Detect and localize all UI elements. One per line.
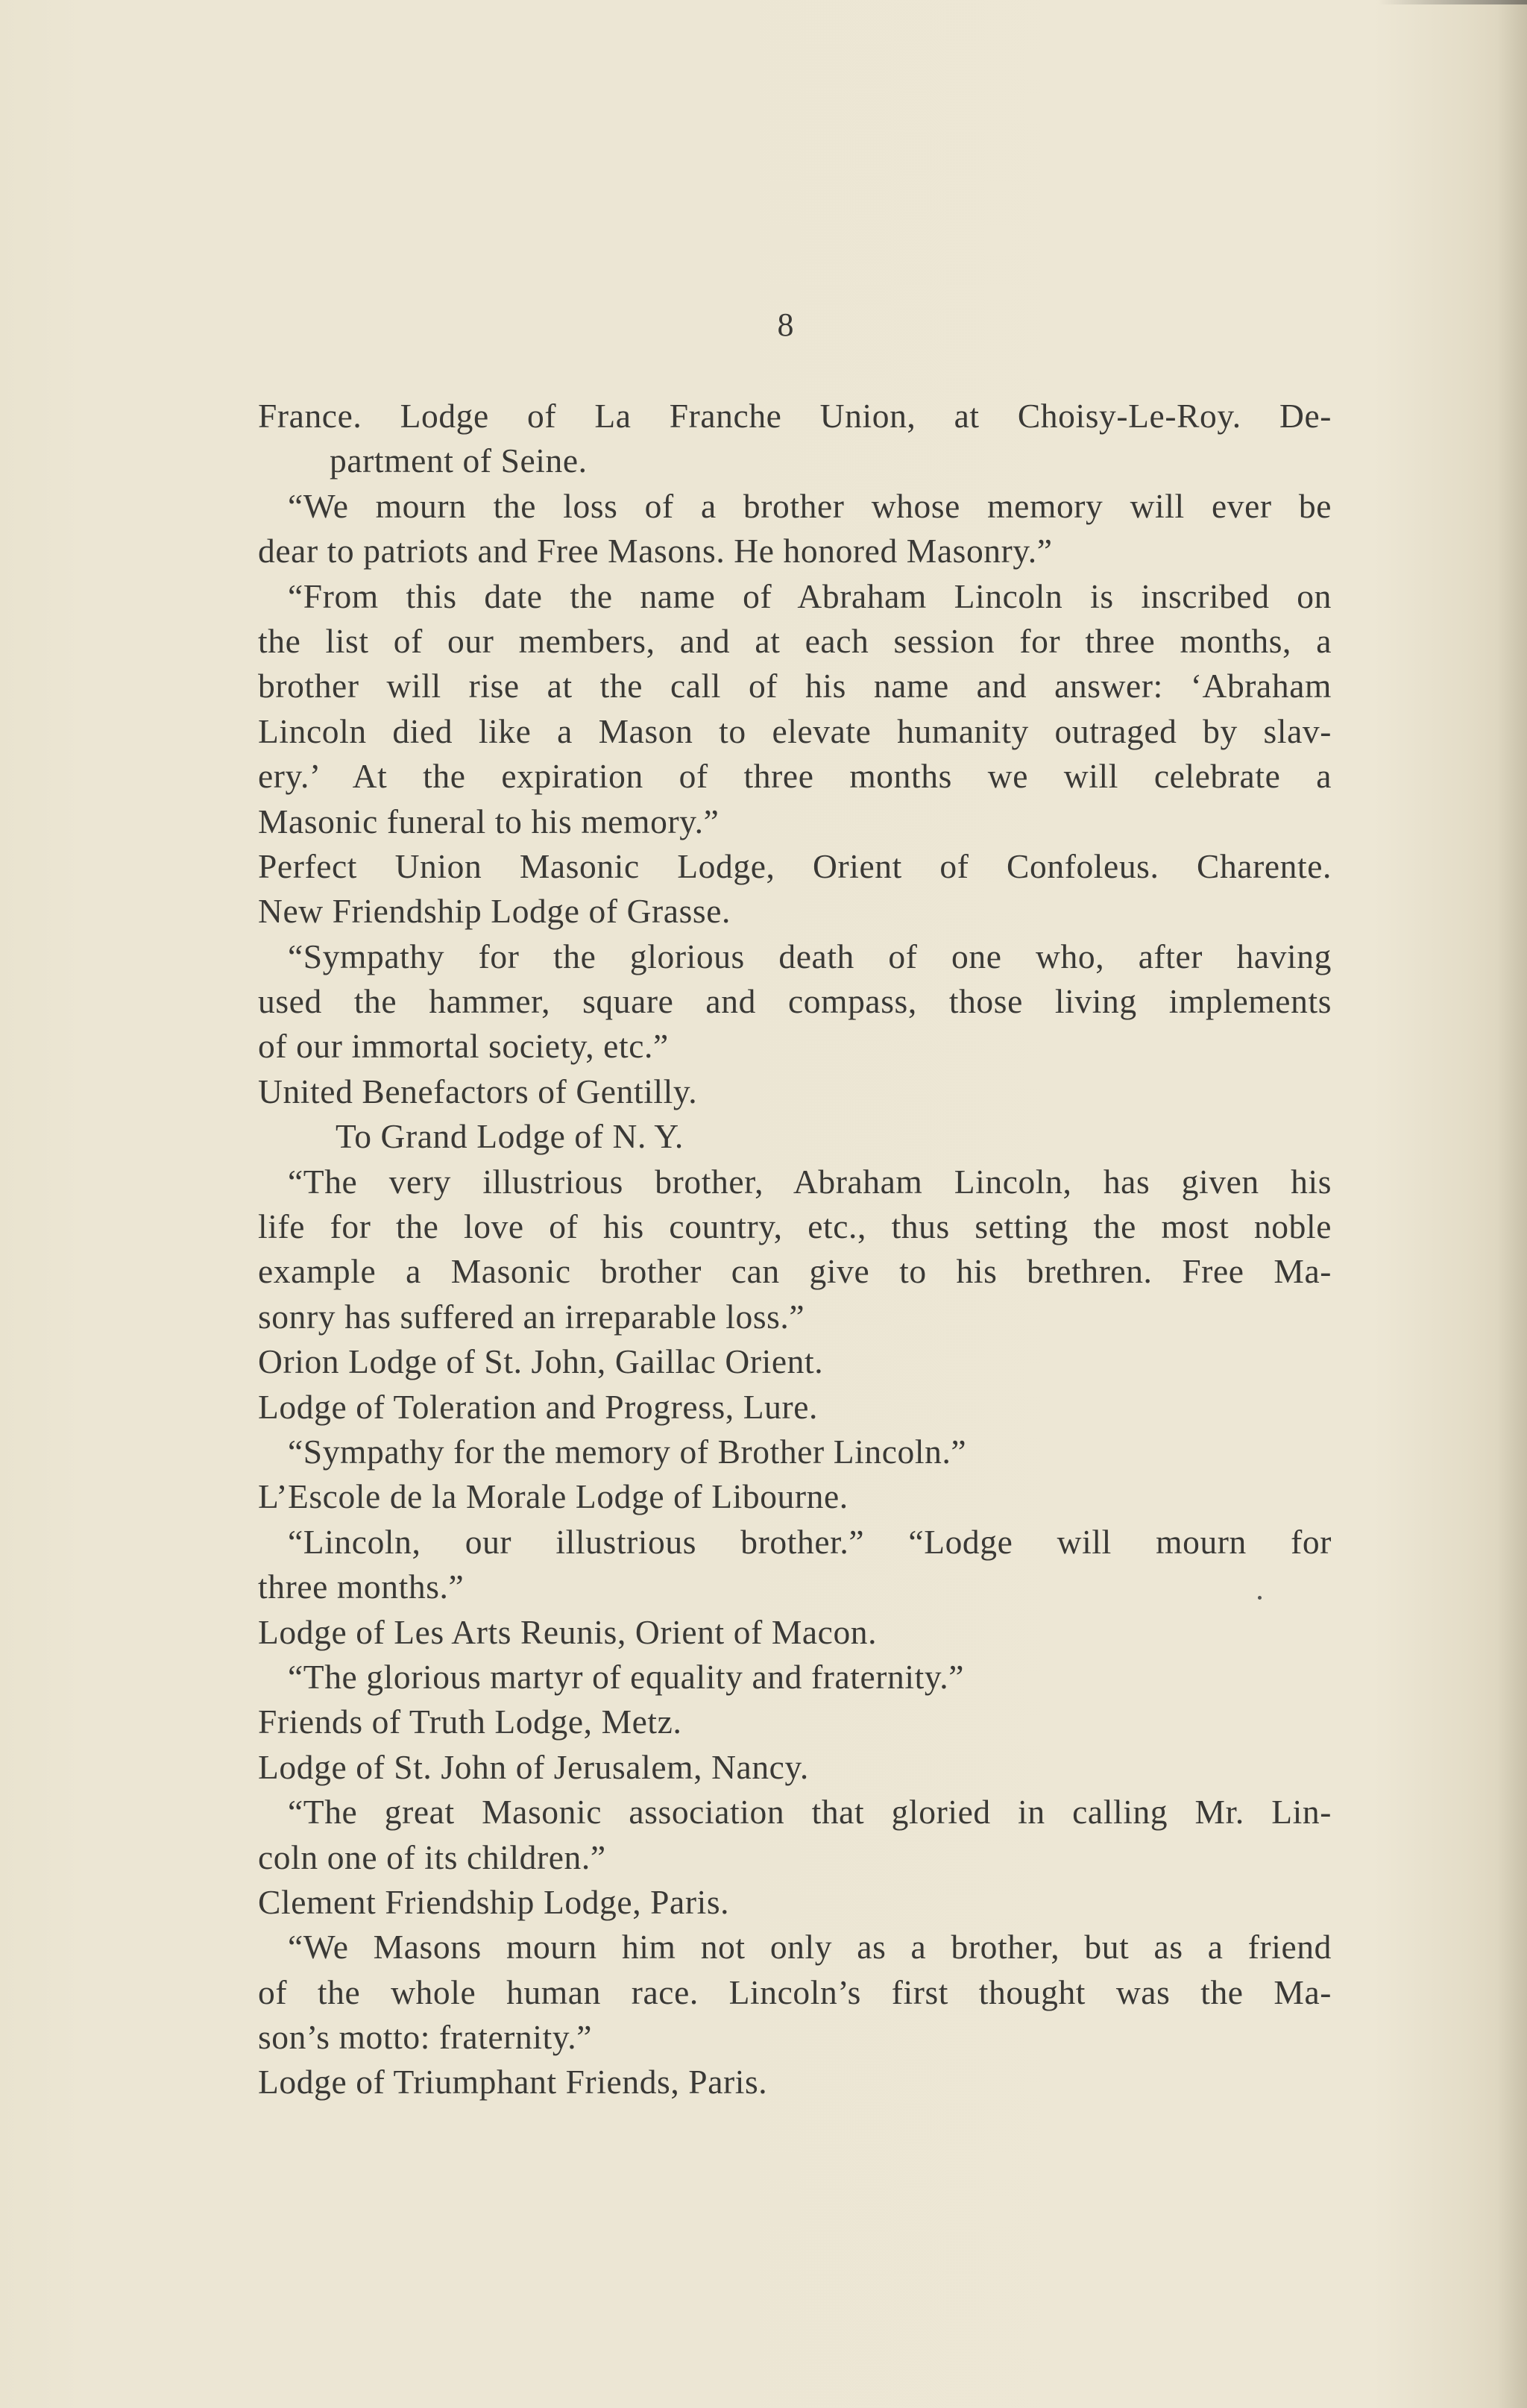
text-line: “From this date the name of Abraham Lincoln is inscribed on: [288, 576, 1332, 615]
text-line: life for the love of his country, etc., thus setting the most noble: [258, 1207, 1332, 1246]
text-line: United Benefactors of Gentilly.: [258, 1072, 698, 1110]
text-line: “The great Masonic association that gloried in calling Mr. Lin-: [288, 1793, 1332, 1832]
text-line: sonry has suffered an irreparable loss.”: [258, 1297, 805, 1336]
text-line: partment of Seine.: [330, 441, 588, 480]
text-line: To Grand Lodge of N. Y.: [336, 1117, 684, 1156]
text-line: Orion Lodge of St. John, Gaillac Orient.: [258, 1342, 824, 1381]
text-line: “The glorious martyr of equality and fraternity.”: [288, 1657, 965, 1696]
text-line: “We mourn the loss of a brother whose memory will ever be: [288, 486, 1332, 525]
text-line: “Sympathy for the glorious death of one who, after having: [288, 937, 1332, 975]
page-number: 8: [777, 306, 795, 343]
text-line: ery.’ At the expiration of three months we will celebrate a: [258, 757, 1332, 796]
text-line: Lodge of St. John of Jerusalem, Nancy.: [258, 1747, 809, 1786]
text-line: L’Escole de la Morale Lodge of Libourne.: [258, 1477, 848, 1516]
text-line: France. Lodge of La Franche Union, at Choisy-Le-Roy. De-: [258, 397, 1332, 435]
text-line: “The very illustrious brother, Abraham Lincoln, has given his: [288, 1162, 1332, 1201]
text-line: coln one of its children.”: [258, 1838, 606, 1876]
body-text: [258, 394, 1332, 2105]
text-line: of our immortal society, etc.”: [258, 1027, 669, 1066]
text-line: example a Masonic brother can give to his brethren. Free Ma-: [258, 1252, 1332, 1291]
text-line: Lodge of Toleration and Progress, Lure.: [258, 1387, 818, 1426]
text-line: three months.”: [258, 1568, 465, 1606]
text-line: “We Masons mourn him not only as a brother, but as a friend: [288, 1928, 1332, 1967]
text-line: son’s motto: fraternity.”: [258, 2018, 593, 2057]
text-line: Lincoln died like a Mason to elevate humanity outraged by slav-: [258, 711, 1332, 750]
text-line: dear to patriots and Free Masons. He honored Masonry.”: [258, 532, 1053, 570]
text-line: the list of our members, and at each session for three months, a: [258, 621, 1332, 660]
ink-speck: [1258, 1596, 1262, 1600]
text-line: Lodge of Les Arts Reunis, Orient of Macon.: [258, 1612, 878, 1651]
text-line: New Friendship Lodge of Grasse.: [258, 892, 731, 931]
text-line: used the hammer, square and compass, those living implements: [258, 982, 1332, 1021]
text-line: “Lincoln, our illustrious brother.” “Lodge will mourn for: [288, 1522, 1332, 1561]
text-line: Masonic funeral to his memory.”: [258, 802, 720, 840]
text-line: Lodge of Triumphant Friends, Paris.: [258, 2063, 768, 2102]
text-line: of the whole human race. Lincoln’s first thought was the Ma-: [258, 1972, 1332, 2011]
text-line: “Sympathy for the memory of Brother Lincoln.”: [288, 1432, 967, 1471]
text-line: Friends of Truth Lodge, Metz.: [258, 1703, 682, 1741]
text-line: Clement Friendship Lodge, Paris.: [258, 1882, 730, 1921]
text-line: Perfect Union Masonic Lodge, Orient of Confoleus. Charente.: [258, 846, 1332, 885]
text-line: brother will rise at the call of his name and answer: ‘Abraham: [258, 667, 1332, 705]
page-edge-shadow: [1497, 0, 1527, 2408]
